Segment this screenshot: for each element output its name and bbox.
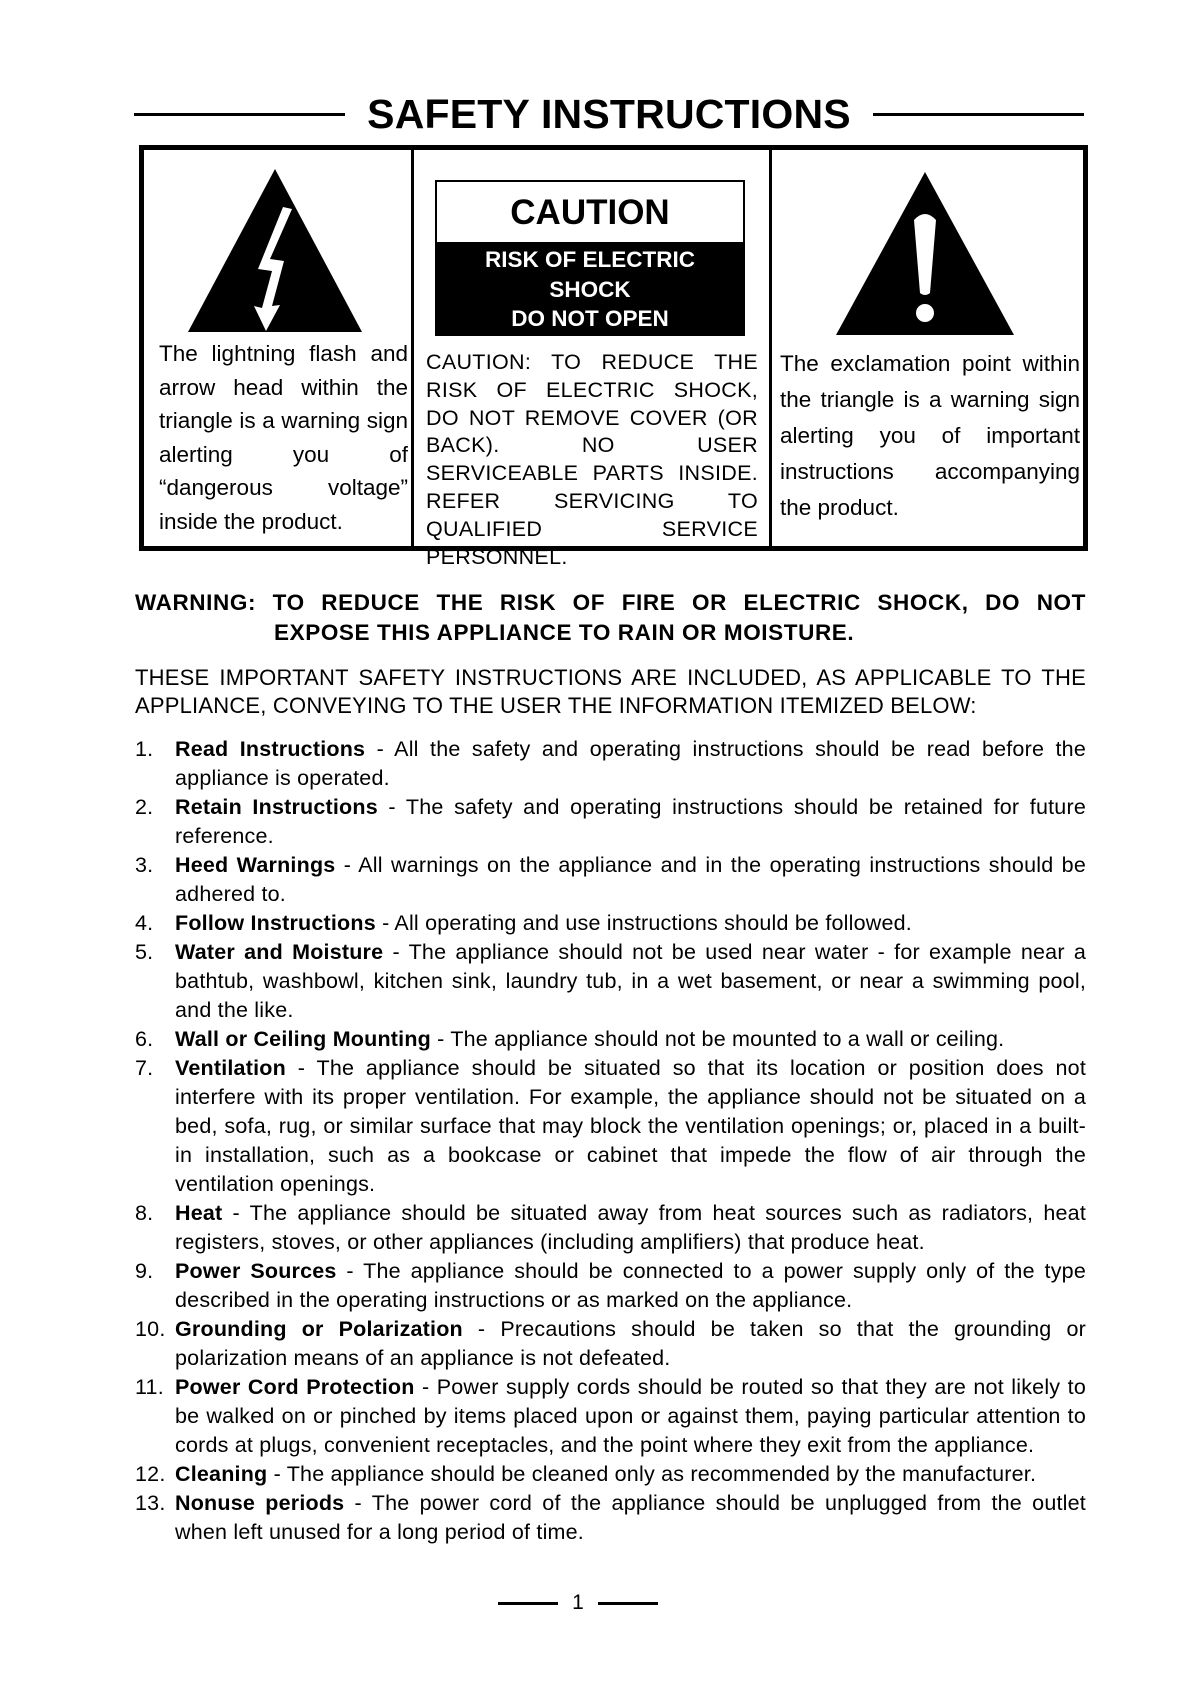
list-item xyxy=(135,1257,1086,1315)
list-item xyxy=(135,1489,1086,1547)
item-heading: Retain Instructions xyxy=(175,795,378,819)
list-item xyxy=(135,735,1086,793)
item-number: 13. xyxy=(135,1491,166,1515)
item-heading: Water and Moisture xyxy=(175,940,384,964)
item-number: 3. xyxy=(135,853,154,877)
item-number: 10. xyxy=(135,1317,166,1341)
footer-rule-right xyxy=(598,1602,658,1605)
item-text: - All operating and use instructions should be followed. xyxy=(375,911,912,935)
list-item xyxy=(135,793,1086,851)
item-number: 5. xyxy=(135,940,154,964)
item-text: - The safety and operating instructions should be retained for future reference. xyxy=(175,795,1086,848)
item-heading: Nonuse periods xyxy=(175,1491,345,1515)
page-footer xyxy=(488,1588,668,1618)
item-heading: Power Sources xyxy=(175,1259,337,1283)
list-item xyxy=(135,1199,1086,1257)
item-number: 11. xyxy=(135,1375,164,1399)
title-rule-right xyxy=(873,113,1084,116)
item-heading: Power Cord Protection xyxy=(175,1375,415,1399)
page-title: SAFETY INSTRUCTIONS xyxy=(367,90,851,137)
caution-shock-band xyxy=(435,242,745,336)
caution-label xyxy=(435,180,745,336)
lightning-column xyxy=(144,150,414,546)
item-number: 4. xyxy=(135,911,154,935)
page-number: 1 xyxy=(572,1591,584,1614)
caution-line-3: DO NOT OPEN xyxy=(511,306,669,331)
item-number: 1. xyxy=(135,737,154,761)
item-heading: Heed Warnings xyxy=(175,853,336,877)
list-item xyxy=(135,1054,1086,1199)
caution-line-1: RISK OF ELECTRIC xyxy=(484,247,695,272)
list-item xyxy=(135,1373,1086,1460)
item-heading: Heat xyxy=(175,1201,223,1225)
footer-rule-left xyxy=(498,1602,558,1605)
safety-symbol-box xyxy=(139,145,1088,569)
item-text: - The appliance should be connected to a power supply only of the type described in the operating instructions or as marked on the appliance. xyxy=(175,1259,1086,1312)
lightning-description: The lightning flash and arrow head within the triangle is a warning sign alerting you of “dangerous voltage” inside the product. xyxy=(159,341,408,534)
warning-line-2: EXPOSE THIS APPLIANCE TO RAIN OR MOISTURE. xyxy=(274,620,855,645)
lightning-warning-icon xyxy=(184,165,366,337)
caution-line-2: SHOCK xyxy=(549,276,631,302)
item-text: - Precautions should be taken so that the grounding or polarization means of an appliance is not defeated. xyxy=(175,1317,1086,1370)
item-heading: Follow Instructions xyxy=(175,911,376,935)
item-number: 2. xyxy=(135,795,154,819)
list-item xyxy=(135,938,1086,1025)
item-number: 8. xyxy=(135,1201,154,1225)
item-number: 7. xyxy=(135,1056,154,1080)
item-heading: Ventilation xyxy=(175,1056,286,1080)
exclamation-description: The exclamation point within the triangle is a warning sign alerting you of important instructions accompanying the product. xyxy=(780,351,1080,520)
item-heading: Read Instructions xyxy=(175,737,366,761)
warning-line-1: WARNING: TO REDUCE THE RISK OF FIRE OR ELECTRIC SHOCK, DO NOT xyxy=(135,590,1086,615)
item-text: - The appliance should be situated away from heat sources such as radiators, heat registers, stoves, or other appliances (including amplifiers) that produce heat. xyxy=(175,1201,1086,1254)
list-item xyxy=(135,1460,1086,1489)
title-row xyxy=(134,86,1084,142)
item-text: - All the safety and operating instructions should be read before the appliance is operated. xyxy=(175,737,1086,790)
item-heading: Grounding or Polarization xyxy=(175,1317,463,1341)
item-heading: Cleaning xyxy=(175,1462,268,1486)
exclamation-column xyxy=(772,150,1083,546)
item-text: - All warnings on the appliance and in the operating instructions should be adhered to. xyxy=(175,853,1086,906)
item-number: 6. xyxy=(135,1027,154,1051)
caution-description: CAUTION: TO REDUCE THE RISK OF ELECTRIC SHOCK, DO NOT REMOVE COVER (OR BACK). NO USER SERVICEABLE PARTS INSIDE. REFER SERVICING TO QUALIFIED SERVICE PERSONNEL. xyxy=(426,350,758,569)
list-item xyxy=(135,1315,1086,1373)
instruction-list xyxy=(135,735,1086,1547)
item-text: - The power cord of the appliance should be unplugged from the outlet when left unused for a long period of time. xyxy=(175,1491,1086,1544)
list-item xyxy=(135,1025,1086,1054)
item-heading: Wall or Ceiling Mounting xyxy=(175,1027,431,1051)
item-text: - Power supply cords should be routed so that they are not likely to be walked on or pinched by items placed upon or against them, paying particular attention to cords at plugs, convenient receptacles, and the point where they exit from the appliance. xyxy=(175,1375,1086,1457)
item-text: - The appliance should not be used near water - for example near a bathtub, washbowl, kitchen sink, laundry tub, in a wet basement, or near a swimming pool, and the like. xyxy=(175,940,1086,1022)
list-item xyxy=(135,909,1086,938)
item-number: 9. xyxy=(135,1259,154,1283)
item-text: - The appliance should be situated so that its location or position does not interfere with its proper ventilation. For example, the appliance should not be situated on a bed, sofa, rug, or similar surface that may block the ventilation openings; or, placed in a built-in installation, such as a bookcase or cabinet that impede the flow of air through the ventilation openings. xyxy=(175,1056,1086,1196)
caution-heading: CAUTION xyxy=(435,180,745,242)
warning-statement xyxy=(135,588,1086,648)
item-text: - The appliance should be cleaned only as recommended by the manufacturer. xyxy=(267,1462,1037,1486)
title-rule-left xyxy=(134,113,345,116)
caution-column xyxy=(414,150,772,569)
exclamation-warning-icon xyxy=(832,168,1018,340)
item-number: 12. xyxy=(135,1462,166,1486)
item-text: - The appliance should not be mounted to a wall or ceiling. xyxy=(431,1027,1005,1051)
intro-paragraph: THESE IMPORTANT SAFETY INSTRUCTIONS ARE INCLUDED, AS APPLICABLE TO THE APPLIANCE, CONVEYING TO THE USER THE INFORMATION ITEMIZED BELOW: xyxy=(135,665,1086,718)
list-item xyxy=(135,851,1086,909)
